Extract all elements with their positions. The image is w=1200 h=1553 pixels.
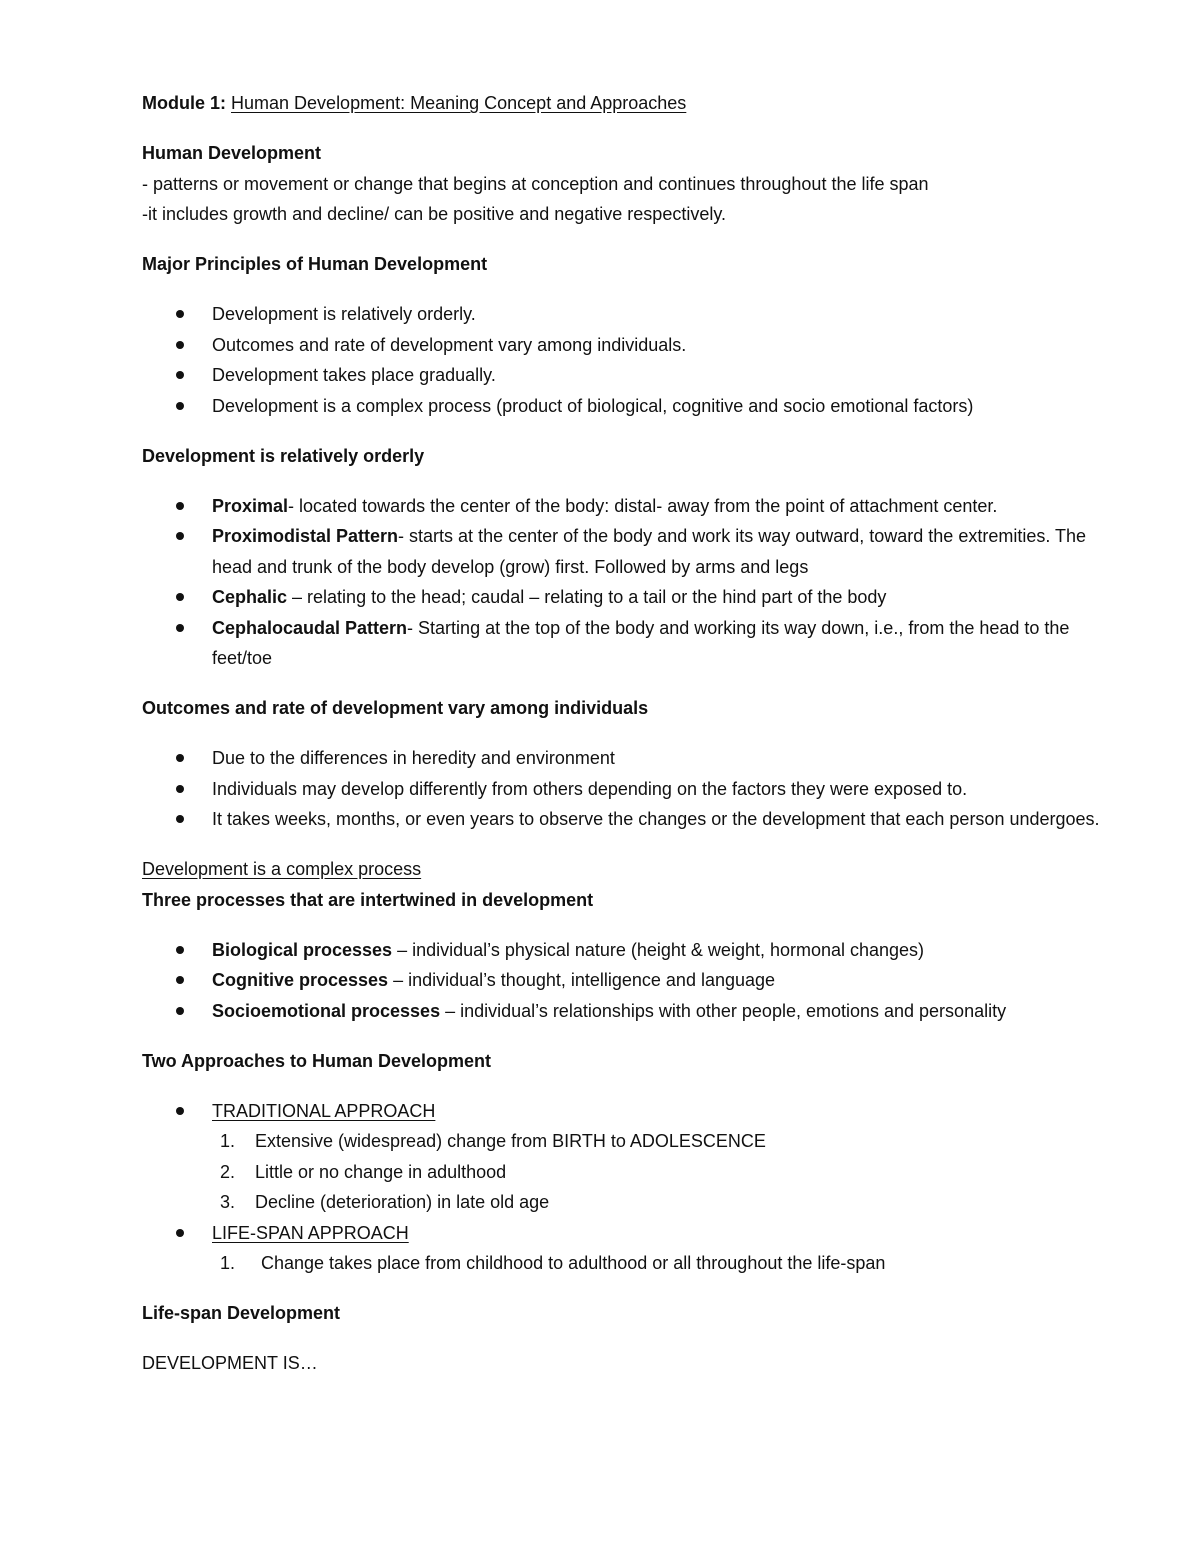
section-heading-complex-process: Development is a complex process xyxy=(142,859,422,879)
definition-line-2: -it includes growth and decline/ can be positive and negative respectively. xyxy=(142,204,727,224)
section-heading-lifespan-development: Life-span Development xyxy=(142,1303,341,1323)
section-heading-approaches: Two Approaches to Human Development xyxy=(142,1050,492,1071)
list-item: 3. Decline (deterioration) in late old age xyxy=(220,1192,550,1212)
processes-list xyxy=(142,935,1122,1027)
list-item: Development is relatively orderly. xyxy=(142,299,1122,330)
approaches-list xyxy=(142,1096,1122,1127)
module-title xyxy=(142,88,1122,119)
bullet-icon xyxy=(176,310,184,318)
list-item xyxy=(142,1218,1122,1249)
list-item: Biological processes – individual’s physical nature (height & weight, hormonal changes) xyxy=(142,935,1122,966)
lifespan-approach-list xyxy=(142,1248,1122,1279)
list-item: Outcomes and rate of development vary among individuals. xyxy=(142,330,1122,361)
list-item: Socioemotional processes – individual’s relationships with other people, emotions and personality xyxy=(142,996,1122,1027)
section-heading-outcomes: Outcomes and rate of development vary among individuals xyxy=(142,698,649,718)
approaches-list-2 xyxy=(142,1218,1122,1249)
section-heading-orderly: Development is relatively orderly xyxy=(142,445,425,466)
bullet-icon xyxy=(176,624,184,632)
bullet-icon xyxy=(176,976,184,984)
term-cephalocaudal: Cephalocaudal Pattern xyxy=(212,617,408,638)
list-item: Proximal- located towards the center of the body: distal- away from the point of attachment center. xyxy=(142,491,1122,522)
list-item: Proximodistal Pattern- starts at the center of the body and work its way outward, toward the extremities. The head and trunk of the body develop (grow) first. Followed by arms and legs xyxy=(142,521,1122,582)
list-item: 1. Extensive (widespread) change from BIRTH to ADOLESCENCE xyxy=(220,1131,766,1151)
term-socioemotional: Socioemotional processes xyxy=(212,1000,441,1021)
bullet-icon xyxy=(176,815,184,823)
list-item: Cephalic – relating to the head; caudal – relating to a tail or the hind part of the body xyxy=(142,582,1122,613)
outcomes-list xyxy=(142,743,1122,835)
lifespan-approach-label: LIFE-SPAN APPROACH xyxy=(212,1222,409,1243)
list-item: Cephalocaudal Pattern- Starting at the top of the body and working its way down, i.e., from the head to the feet/toe xyxy=(142,613,1122,674)
bullet-icon xyxy=(176,502,184,510)
bullet-icon xyxy=(176,402,184,410)
document-page xyxy=(142,88,1122,1379)
traditional-approach-label: TRADITIONAL APPROACH xyxy=(212,1100,436,1121)
principles-list xyxy=(142,299,1122,421)
term-cephalic: Cephalic xyxy=(212,587,288,607)
module-title-text: Human Development: Meaning Concept and Approaches xyxy=(231,93,687,113)
module-label: Module 1: xyxy=(142,93,226,113)
list-item: Due to the differences in heredity and environment xyxy=(142,743,1122,774)
bullet-icon xyxy=(176,532,184,540)
term-proximal: Proximal xyxy=(212,495,289,516)
bullet-icon xyxy=(176,754,184,762)
list-item: 1. Change takes place from childhood to adulthood or all throughout the life-span xyxy=(220,1253,886,1273)
bullet-icon xyxy=(176,593,184,601)
list-item: 2. Little or no change in adulthood xyxy=(220,1161,507,1182)
term-proximodistal: Proximodistal Pattern xyxy=(212,526,399,546)
list-item xyxy=(142,1096,1122,1127)
definition-line-1: - patterns or movement or change that begins at conception and continues throughout the life span xyxy=(142,173,929,194)
bullet-icon xyxy=(176,371,184,379)
bullet-icon xyxy=(176,785,184,793)
list-item: Cognitive processes – individual’s thought, intelligence and language xyxy=(142,965,1122,996)
bullet-icon xyxy=(176,1229,184,1237)
bullet-icon xyxy=(176,1007,184,1015)
list-item: It takes weeks, months, or even years to observe the changes or the development that each person undergoes. xyxy=(142,804,1122,835)
bullet-icon xyxy=(176,946,184,954)
section-heading-major-principles: Major Principles of Human Development xyxy=(142,254,488,274)
development-is-text: DEVELOPMENT IS… xyxy=(142,1353,318,1373)
bullet-icon xyxy=(176,1107,184,1115)
traditional-approach-list xyxy=(142,1126,1122,1218)
list-item: Development takes place gradually. xyxy=(142,360,1122,391)
subheading-three-processes: Three processes that are intertwined in development xyxy=(142,889,594,910)
section-heading-human-development: Human Development xyxy=(142,143,322,163)
term-cognitive: Cognitive processes xyxy=(212,970,389,990)
list-item: Individuals may develop differently from others depending on the factors they were exposed to. xyxy=(142,774,1122,805)
list-item: Development is a complex process (product of biological, cognitive and socio emotional factors) xyxy=(142,391,1122,422)
bullet-icon xyxy=(176,341,184,349)
orderly-list xyxy=(142,491,1122,674)
term-biological: Biological processes xyxy=(212,939,393,960)
